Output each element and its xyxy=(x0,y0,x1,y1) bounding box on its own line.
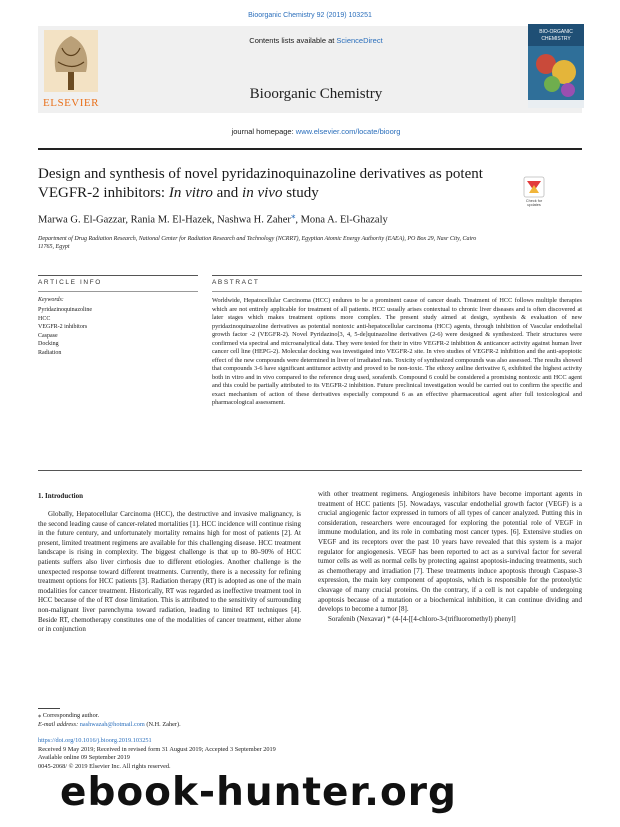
svg-text:updates: updates xyxy=(527,203,541,207)
email-line: E-mail address: nashwazah@hotmail.com (N.H. Zaher). xyxy=(38,720,181,728)
corresponding-author-mark[interactable]: ⁎ xyxy=(290,210,296,220)
abstract-subrule xyxy=(212,291,582,292)
journal-citation[interactable]: Bioorganic Chemistry 92 (2019) 103251 xyxy=(248,12,372,19)
keyword: Docking xyxy=(38,341,59,347)
homepage-link[interactable]: www.elsevier.com/locate/bioorg xyxy=(295,127,401,136)
abstract-heading: ABSTRACT xyxy=(212,279,260,286)
intro-left-column xyxy=(38,510,301,635)
copyright: 0045-2068/ © 2019 Elsevier Inc. All rights reserved. xyxy=(38,762,171,770)
intro-paragraph: Globally, Hepatocellular Carcinoma (HCC), the destructive and invasive malignancy, is the second leading cause of cancer-related mortalities [1]. HCC incidence will continue rising in the future century, and unfortunately mortality remains high for most of patients [2]. At present, limited treatment regimens are available for this challenging disease. HCC treatment landscape is rising in complexity. The biggest challenge is that up to 80–90% of HCC patients suffers also liver cirrhosis due to different etiologies. Another challenge is the unexpected response toward different treatments. Currently, there is a necessity for refining treatment options for HCC patients [3]. Radiation therapy (RT) is adopted as one of the main modalities for cancer treatment. Historically, RT was regarded as ineffective treatment tool in HCC because of the of RT dose limitation. This is attributed to the sensitivity of surrounding non-malignant liver parenchyma toward radiation, leading to limited RT techniques [4]. Beside RT, chemotherapy constitutes one of the modalities of cancer treatment, either alone or in conjunction xyxy=(38,510,301,634)
abstract-bottom-rule xyxy=(38,470,582,471)
watermark: ebook-hunter.org xyxy=(60,770,457,815)
journal-homepage: journal homepage: www.elsevier.com/locate/bioorg xyxy=(231,127,401,136)
keywords-label: Keywords: xyxy=(38,297,64,303)
svg-text:Check for: Check for xyxy=(525,199,543,203)
article-info-subrule xyxy=(38,291,198,292)
journal-cover xyxy=(528,24,584,108)
article-footer xyxy=(38,712,276,771)
email-link[interactable]: nashwazah@hotmail.com xyxy=(79,720,145,728)
abstract-text: Worldwide, Hepatocellular Carcinoma (HCC) endures to be a prominent cause of cancer death. Treatment of HCC follows multiple therapies which are not entirely applicable for treatment of all patients. HCC usually arises contextual to chronic liver diseases and is often discovered at later stages which makes treatment options more complex. The present study aimed at design, synthesis & evaluation of new pyridazinoquinazoline derivatives as potential nontoxic anti-hepatocellular carcinoma (HCC) agents, through inhibition of Vascular endothelial growth factor -2 (VEGFR-2). Novel Pyridazino[3, 4, 5-de]quinazoline derivatives (2-6) were designed & synthesized. Their structures were confirmed via spectral and microanalytical data. They were tested for their in vitro VEGFR-2 inhibition & anticancer activity against human liver cancer cell line (HEPG-2). Molecular docking was investigated into VEGFR-2 site. In vivo studies of VEGFR-2 inhibition and the anti-apoptotic effect of the new compounds were determined in liver of irradiated rats. Toxicity of synthesized compounds was also assessed. The results showed that compounds 3-6 have significant antitumor activity and proved to be non-toxic. The ethoxy aniline derivative 6, exhibited the highest activity both in vitro and in vivo compared to the reference drug used, sorafenib. Compound 6 could be considered a promising nontoxic anti HCC agent and this could be partially attributed to its VEGFR-2 inhibition. Future preclinical investigation would be carried out to confirm the specific and exact mechanism of action of these derivatives especially compound 6 as an effective pharmaceutical agent after full toxicological and pharmacological assessment. xyxy=(212,297,582,406)
journal-title: Bioorganic Chemistry xyxy=(249,86,383,102)
abstract-rule xyxy=(212,275,582,276)
intro-paragraph: Sorafenib (Nexavar) * (4-[4-[[4-chloro-3-(trifluoromethyl) phenyl] xyxy=(328,614,516,623)
section-heading-introduction: 1. Introduction xyxy=(38,492,83,500)
sciencedirect-link[interactable]: ScienceDirect xyxy=(336,36,383,45)
footnote-rule xyxy=(38,708,60,709)
doi-link[interactable]: https://doi.org/10.1016/j.bioorg.2019.103251 xyxy=(38,737,152,744)
elsevier-wordmark: ELSEVIER xyxy=(43,97,99,109)
contents-line: Contents lists available at ScienceDirect xyxy=(249,36,383,45)
available-online: Available online 09 September 2019 xyxy=(38,754,130,761)
keyword: Pyridazinoquinazoline xyxy=(38,307,92,313)
corresponding-note: ⁎ Corresponding author. xyxy=(38,712,100,719)
intro-right-column xyxy=(318,490,582,624)
keyword-list xyxy=(38,306,92,357)
keyword: VEGFR-2 inhibitors xyxy=(38,324,88,330)
keyword: Caspase xyxy=(38,332,58,339)
header-rule xyxy=(38,148,582,150)
cover-title-2: CHEMISTRY xyxy=(541,36,571,42)
article-info-rule xyxy=(38,275,198,276)
article-title: Design and synthesis of novel pyridazinoquinazoline derivatives as potent VEGFR-2 inhibitors: In vitro and in vivo study xyxy=(38,166,483,201)
check-for-updates-button[interactable] xyxy=(519,175,549,209)
keyword: Radiation xyxy=(38,349,62,356)
received-dates: Received 9 May 2019; Received in revised form 31 August 2019; Accepted 3 September 2019 xyxy=(38,745,276,753)
intro-paragraph: with other treatment regimens. Angiogenesis inhibitors have become important agents in treatment of HCC patients [5]. Nowadays, vascular endothelial growth factor (VEGF) is a crucial angiogenic factor expressed in tumors of all types of cancer analyzed. Putting this in consideration, researchers were encouraged for exploring the potential role of VEGF in immune modulation, and its role in combating most cancer types. [6]. Extensive studies on VEGF and its receptors over the past 10 years have revealed that this system is a major regulator for angiogenesis. VEGF has been reported to act as a survival factor for several tumor cells as well as normal cells by protecting against apoptosis-inducing treatments, such as chemotherapy and irradiation [7]. These treatments induce apoptosis through Caspase-3 expression, the main key component of apoptosis, which is responsible for the proteolytic cleavage of many crucial proteins. On the contrary, if a cell is not capable of undergoing apoptosis because of a mutation or a biochemical inhibition, it can continue dividing and develops to become a tumor [8]. xyxy=(318,490,582,614)
elsevier-logo xyxy=(40,28,102,114)
article-info-heading: ARTICLE INFO xyxy=(38,279,102,286)
cover-title-1: BIO-ORGANIC xyxy=(539,29,573,35)
keyword: HCC xyxy=(38,315,51,322)
affiliation: Department of Drug Radiation Research, National Center for Radiation Research and Technology (NCRRT), Egyptian Atomic Energy Authority (EAEA), PO Box 29, Nasr City, Cairo 11765, Egypt xyxy=(38,236,477,250)
author-list: Marwa G. El-Gazzar, Rania M. El-Hazek, Nashwa H. Zaher⁎, Mona A. El-Ghazaly xyxy=(38,210,388,226)
